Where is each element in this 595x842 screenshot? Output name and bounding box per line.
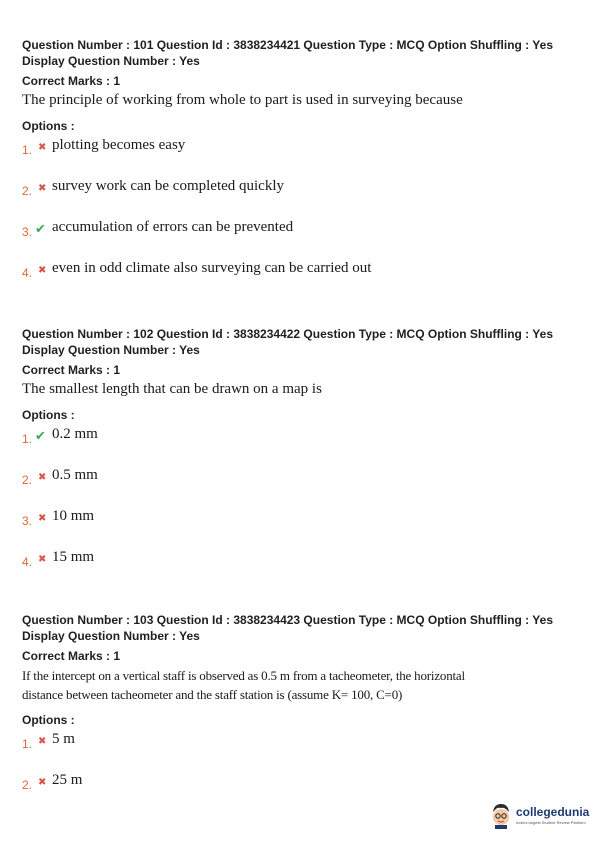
option-text: 0.2 mm	[52, 426, 98, 442]
cross-icon: ✖	[38, 736, 47, 747]
option-item	[22, 178, 582, 219]
display-question-number: Display Question Number : Yes	[22, 54, 200, 68]
option-text: survey work can be completed quickly	[52, 178, 285, 194]
option-number: 1.	[22, 143, 33, 157]
option-number: 4.	[22, 266, 33, 280]
mascot-icon	[490, 803, 512, 829]
option-number: 1.	[22, 737, 33, 751]
correct-marks: Correct Marks : 1	[22, 363, 121, 377]
question-text: The smallest length that can be drawn on a map is	[22, 381, 322, 397]
option-item	[22, 426, 582, 467]
option-text: 10 mm	[52, 508, 95, 524]
display-question-number: Display Question Number : Yes	[22, 343, 200, 357]
question-text-line-1: If the intercept on a vertical staff is observed as 0.5 m from a tacheometer, the horizontal	[22, 668, 465, 683]
cross-icon: ✖	[38, 472, 47, 483]
check-icon: ✔	[35, 429, 46, 444]
option-item	[22, 731, 582, 772]
options-label: Options :	[22, 119, 75, 133]
question-header: Question Number : 103 Question Id : 3838234423 Question Type : MCQ Option Shuffling : Yes	[22, 613, 553, 627]
option-number: 2.	[22, 778, 33, 792]
option-text: 15 mm	[52, 549, 95, 565]
option-number: 1.	[22, 432, 33, 446]
question-block-101	[22, 37, 582, 301]
brand-name: collegedunia	[516, 805, 590, 819]
option-item	[22, 260, 582, 301]
display-question-number: Display Question Number : Yes	[22, 629, 200, 643]
cross-icon: ✖	[38, 265, 47, 276]
option-text: even in odd climate also surveying can be carried out	[52, 260, 372, 276]
option-item	[22, 549, 582, 590]
option-number: 3.	[22, 514, 33, 528]
question-header: Question Number : 101 Question Id : 3838234421 Question Type : MCQ Option Shuffling : Yes	[22, 38, 553, 52]
question-header: Question Number : 102 Question Id : 3838234422 Question Type : MCQ Option Shuffling : Yes	[22, 327, 553, 341]
option-number: 2.	[22, 184, 33, 198]
option-text: 5 m	[52, 731, 75, 747]
option-number: 3.	[22, 225, 33, 239]
option-item	[22, 219, 582, 260]
check-icon: ✔	[35, 222, 46, 237]
question-block-103	[22, 612, 582, 813]
brand-logo	[490, 803, 590, 833]
cross-icon: ✖	[38, 513, 47, 524]
option-text: 25 m	[52, 772, 83, 788]
cross-icon: ✖	[38, 142, 47, 153]
option-number: 2.	[22, 473, 33, 487]
cross-icon: ✖	[38, 554, 47, 565]
option-item	[22, 137, 582, 178]
correct-marks: Correct Marks : 1	[22, 74, 121, 88]
option-text: plotting becomes easy	[52, 137, 186, 153]
option-text: 0.5 mm	[52, 467, 98, 483]
brand-tagline: India's largest Student Review Platform	[516, 820, 586, 825]
correct-marks: Correct Marks : 1	[22, 649, 121, 663]
question-text: The principle of working from whole to part is used in surveying because	[22, 92, 463, 108]
options-label: Options :	[22, 713, 75, 727]
option-text: accumulation of errors can be prevented	[52, 219, 294, 235]
option-item	[22, 508, 582, 549]
option-number: 4.	[22, 555, 33, 569]
question-block-102	[22, 326, 582, 590]
option-item	[22, 467, 582, 508]
options-label: Options :	[22, 408, 75, 422]
question-text-line-2: distance between tacheometer and the staff station is (assume K= 100, C=0)	[22, 687, 403, 702]
cross-icon: ✖	[38, 777, 47, 788]
cross-icon: ✖	[38, 183, 47, 194]
